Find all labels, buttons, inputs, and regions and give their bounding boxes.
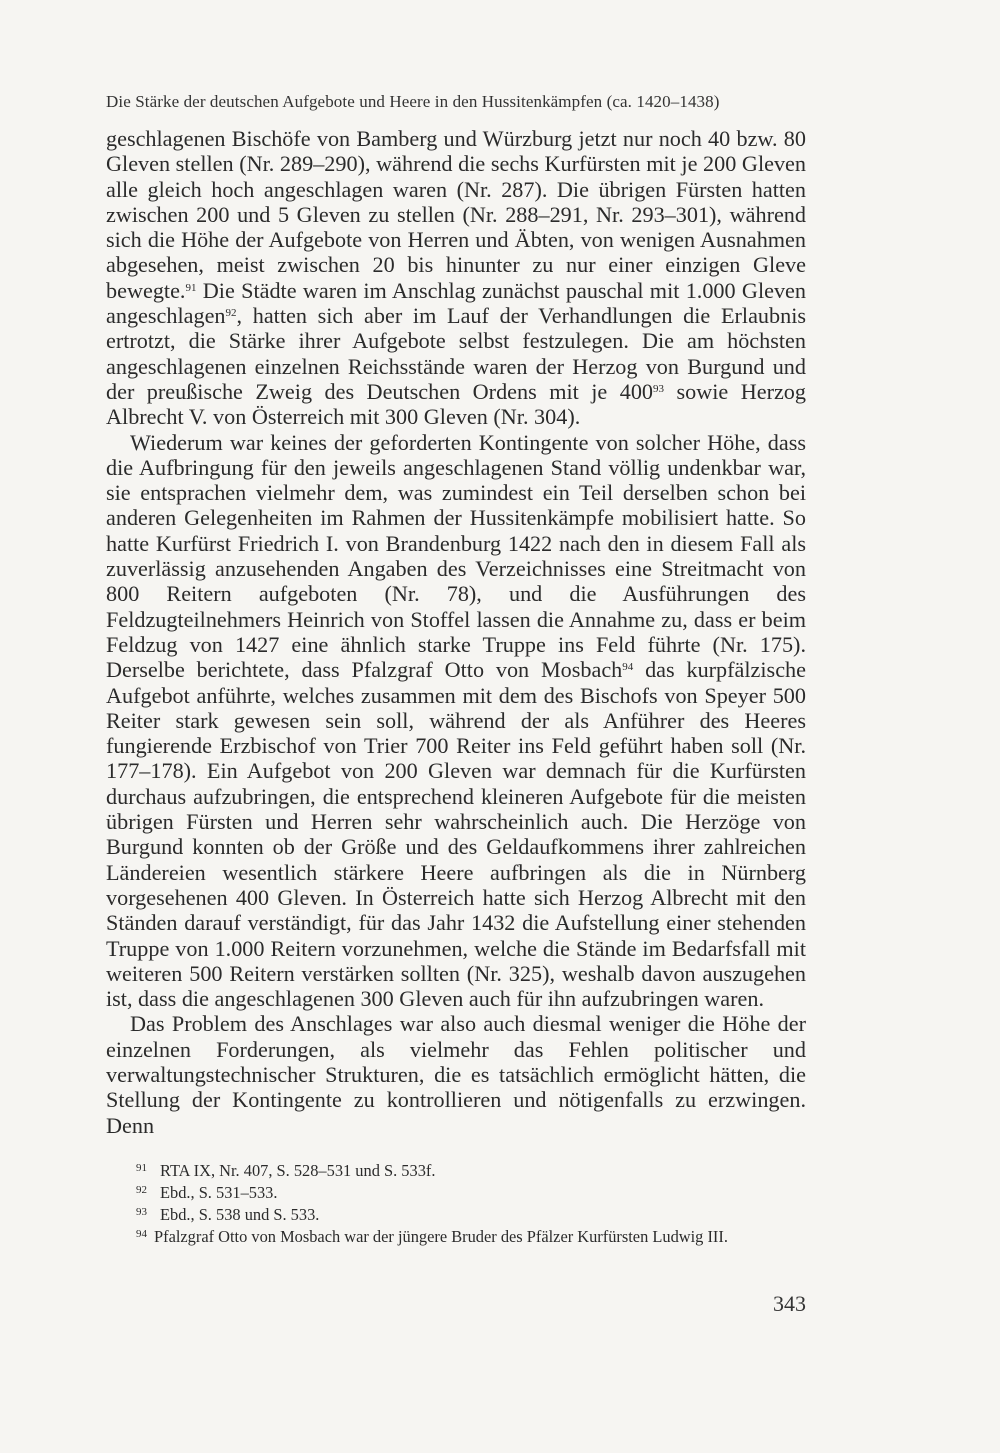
paragraph-1 (106, 126, 806, 430)
footnote-text: Pfalzgraf Otto von Mosbach war der jüngere Bruder des Pfälzer Kurfürsten Ludwig III. (154, 1227, 728, 1246)
footnote-ref-93[interactable]: 93 (653, 382, 665, 395)
footnote-ref-94[interactable]: 94 (622, 661, 634, 674)
footnote-94: 94 Pfalzgraf Otto von Mosbach war der jüngere Bruder des Pfälzer Kurfürsten Ludwig III. (136, 1227, 728, 1246)
footnote-ref-91[interactable]: 91 (185, 281, 197, 294)
footnote-text: Ebd., S. 538 und S. 533. (160, 1205, 320, 1224)
paragraph-1-part-a: geschlagenen Bischöfe von Bamberg und Würzburg jetzt nur noch 40 bzw. 80 Gleven stellen (Nr. 289–290), während die sechs Kurfürsten mit je 200 Gleven alle gleich hoch angeschlagen waren (Nr. 287). Die übrigen Fürsten hatten zwischen 200 und 5 Gleven zu stellen (Nr. 288–291, Nr. 293–301), während sich die Höhe der Aufgebote von Herren und Äbten, von wenigen Ausnahmen abgesehen, meist zwischen 20 bis hinunter zu nur einer einzigen Gleve bewegte. (106, 126, 806, 303)
footnote-text: Ebd., S. 531–533. (160, 1183, 278, 1202)
footnote-92: 92 Ebd., S. 531–533. (136, 1183, 278, 1202)
page-number: 343 (773, 1291, 806, 1316)
footnote-91: 91 RTA IX, Nr. 407, S. 528–531 und S. 533f. (136, 1161, 436, 1180)
footnotes (106, 1160, 806, 1248)
paragraph-1-part-b: Die Städte waren im Anschlag zunächst pauschal mit 1.000 Gleven angeschlagen (106, 277, 806, 329)
footnote-text: RTA IX, Nr. 407, S. 528–531 und S. 533f. (160, 1161, 436, 1180)
paragraph-1-part-d: sowie Herzog Albrecht V. von Österreich mit 300 Gleven (Nr. 304). (106, 378, 806, 430)
footnote-93: 93 Ebd., S. 538 und S. 533. (136, 1205, 320, 1224)
footnote-ref-92[interactable]: 92 (225, 306, 237, 319)
running-head: Die Stärke der deutschen Aufgebote und Heere in den Hussitenkämpfen (ca. 1420–1438) (106, 92, 720, 111)
paragraph-1-part-c: , hatten sich aber im Lauf der Verhandlungen die Erlaubnis ertrotzt, die Stärke ihrer Aufgebote selbst festzulegen. Die am höchsten angeschlagenen einzelnen Reichsstände waren der Herzog von Burgund und der preußische Zweig des Deutschen Ordens mit je 400 (106, 303, 806, 404)
paragraph-3: Das Problem des Anschlages war also auch diesmal weniger die Höhe der einzelnen Forderungen, als vielmehr das Fehlen politischer und verwaltungstechnischer Strukturen, die es tatsächlich ermöglicht hätten, die Stellung der Kontingente zu kontrollieren und nötigenfalls zu erzwingen. Denn (106, 1011, 806, 1138)
paragraph-2-part-b: das kurpfälzische Aufgebot anführte, welches zusammen mit dem des Bischofs von Speyer 500 Reiter stark gewesen sein soll, während der als Anführer des Heeres fungierende Erzbischof von Trier 700 Reiter ins Feld geführt haben soll (Nr. 177–178). Ein Aufgebot von 200 Gleven war demnach für die Kurfürsten durchaus aufzubringen, die entsprechend kleineren Aufgebote für die meisten übrigen Fürsten und Herren sehr wahrscheinlich auch. Die Herzöge von Burgund konnten ob der Größe und des Geldaufkommens ihrer zahlreichen Ländereien wesentlich stärkere Heere aufbringen als die in Nürnberg vorgesehenen 400 Gleven. In Österreich hatte sich Herzog Albrecht mit den Ständen darauf verständigt, für das Jahr 1432 die Aufstellung einer stehenden Truppe von 1.000 Reitern vorzunehmen, welche die Stände im Bedarfsfall mit weiteren 500 Reitern verstärken sollten (Nr. 325), weshalb davon auszugehen ist, dass die angeschlagenen 300 Gleven auch für ihn aufzubringen waren. (106, 657, 806, 1012)
paragraph-2-part-a: Wiederum war keines der geforderten Kontingente von solcher Höhe, dass die Aufbringung für den jeweils angeschlagenen Stand völlig undenkbar war, sie entsprachen vielmehr dem, was zumindest ein Teil derselben schon bei anderen Gelegenheiten im Rahmen der Hussitenkämpfe mobilisiert hatte. So hatte Kurfürst Friedrich I. von Brandenburg 1422 nach den in diesem Fall als zuverlässig anzusehenden Angaben des Verzeichnisses eine Streitmacht von 800 Reitern aufgeboten (Nr. 78), und die Ausführungen des Feldzugteilnehmers Heinrich von Stoffel lassen die Annahme zu, dass er beim Feldzug von 1427 eine ähnlich starke Truppe ins Feld führte (Nr. 175). Derselbe berichtete, dass Pfalzgraf Otto von Mosbach (106, 429, 806, 683)
paragraph-2 (106, 430, 806, 1012)
main-text (106, 126, 806, 1138)
